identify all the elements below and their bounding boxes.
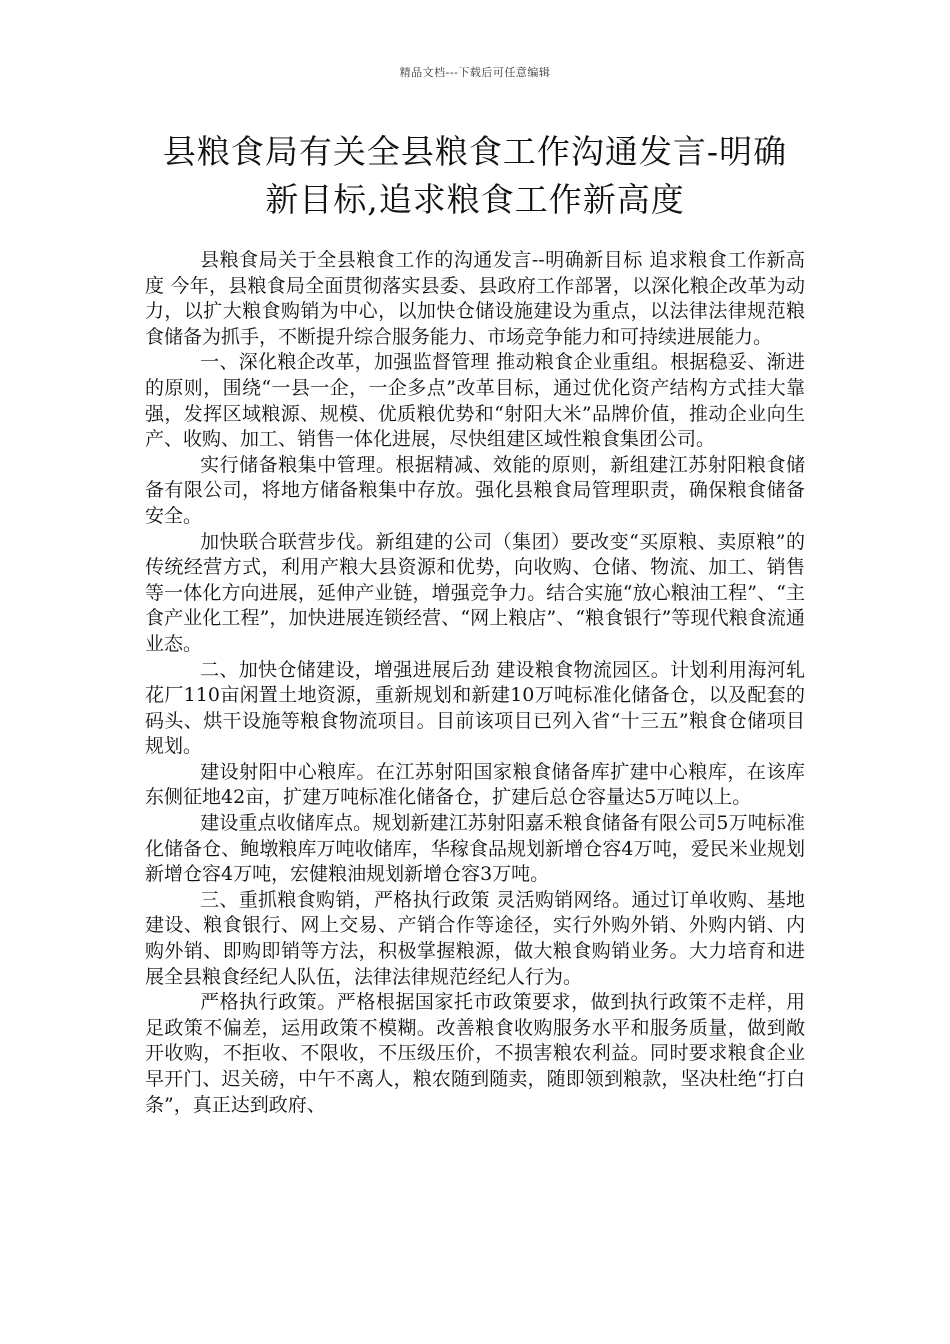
header-note: 精品文档---下载后可任意编辑 (399, 66, 551, 79)
title-line-2: 新目标,追求粮食工作新高度 (265, 180, 685, 219)
paragraph-section-3: 三、重抓粮食购销，严格执行政策 灵活购销网络。通过订单收购、基地建设、粮食银行、网上交易、产销合作等途径，实行外购外销、外购内销、内购外销、即购即销等方法，积极掌握粮源，做大粮食购销业务。大力培育和进展全县粮食经纪人队伍，法律法律规范经纪人行为。 (145, 888, 805, 988)
paragraph-policy-execution: 严格执行政策。严格根据国家托市政策要求，做到执行政策不走样，用足政策不偏差，运用政策不模糊。改善粮食收购服务水平和服务质量，做到敞开收购，不拒收、不限收，不压级压价，不损害粮农利益。同时要求粮食企业早开门、迟关磅，中午不离人，粮农随到随卖，随即领到粮款，坚决杜绝“打白条”，真正达到政府、 (145, 991, 805, 1116)
document-body (145, 248, 805, 1118)
title-line-1: 县粮食局有关全县粮食工作沟通发言-明确 (162, 132, 788, 171)
paragraph-storage-management: 实行储备粮集中管理。根据精减、效能的原则，新组建江苏射阳粮食储备有限公司，将地方储备粮集中存放。强化县粮食局管理职责，确保粮食储备安全。 (145, 453, 805, 527)
paragraph-central-depot: 建设射阳中心粮库。在江苏射阳国家粮食储备库扩建中心粮库，在该库东侧征地42亩，扩建万吨标准化储备仓，扩建后总仓容量达5万吨以上。 (145, 760, 805, 809)
document-title (120, 128, 830, 224)
paragraph-section-2: 二、加快仓储建设，增强进展后劲 建设粮食物流园区。计划利用海河轧花厂110亩闲置土地资源，重新规划和新建10万吨标准化储备仓，以及配套的码头、烘干设施等粮食物流项目。目前该项目已列入省“十三五”粮食仓储项目规划。 (145, 658, 805, 758)
paragraph-section-1: 一、深化粮企改革，加强监督管理 推动粮食企业重组。根据稳妥、渐进的原则，围绕“一县一企，一企多点”改革目标，通过优化资产结构方式挂大靠强，发挥区域粮源、规模、优质粮优势和“射阳大米”品牌价值，推动企业向生产、收购、加工、销售一体化进展，尽快组建区域性粮食集团公司。 (145, 351, 805, 451)
paragraph-intro: 县粮食局关于全县粮食工作的沟通发言--明确新目标 追求粮食工作新高度 今年，县粮食局全面贯彻落实县委、县政府工作部署，以深化粮企改革为动力，以扩大粮食购销为中心，以加快仓储设施建设为重点，以法律法律规范粮食储备为抓手，不断提升综合服务能力、市场竞争能力和可持续进展能力。 (145, 249, 805, 348)
paragraph-key-depots: 建设重点收储库点。规划新建江苏射阳嘉禾粮食储备有限公司5万吨标准化储备仓、鲍墩粮库万吨收储库，华稼食品规划新增仓容4万吨，爱民米业规划新增仓容4万吨，宏健粮油规划新增仓容3万吨。 (145, 812, 805, 886)
paragraph-joint-operation: 加快联合联营步伐。新组建的公司（集团）要改变“买原粮、卖原粮”的传统经营方式，利用产粮大县资源和优势，向收购、仓储、物流、加工、销售等一体化方向进展，延伸产业链，增强竞争力。结合实施“放心粮油工程”、“主食产业化工程”，加快进展连锁经营、“网上粮店”、“粮食银行”等现代粮食流通业态。 (145, 530, 805, 655)
